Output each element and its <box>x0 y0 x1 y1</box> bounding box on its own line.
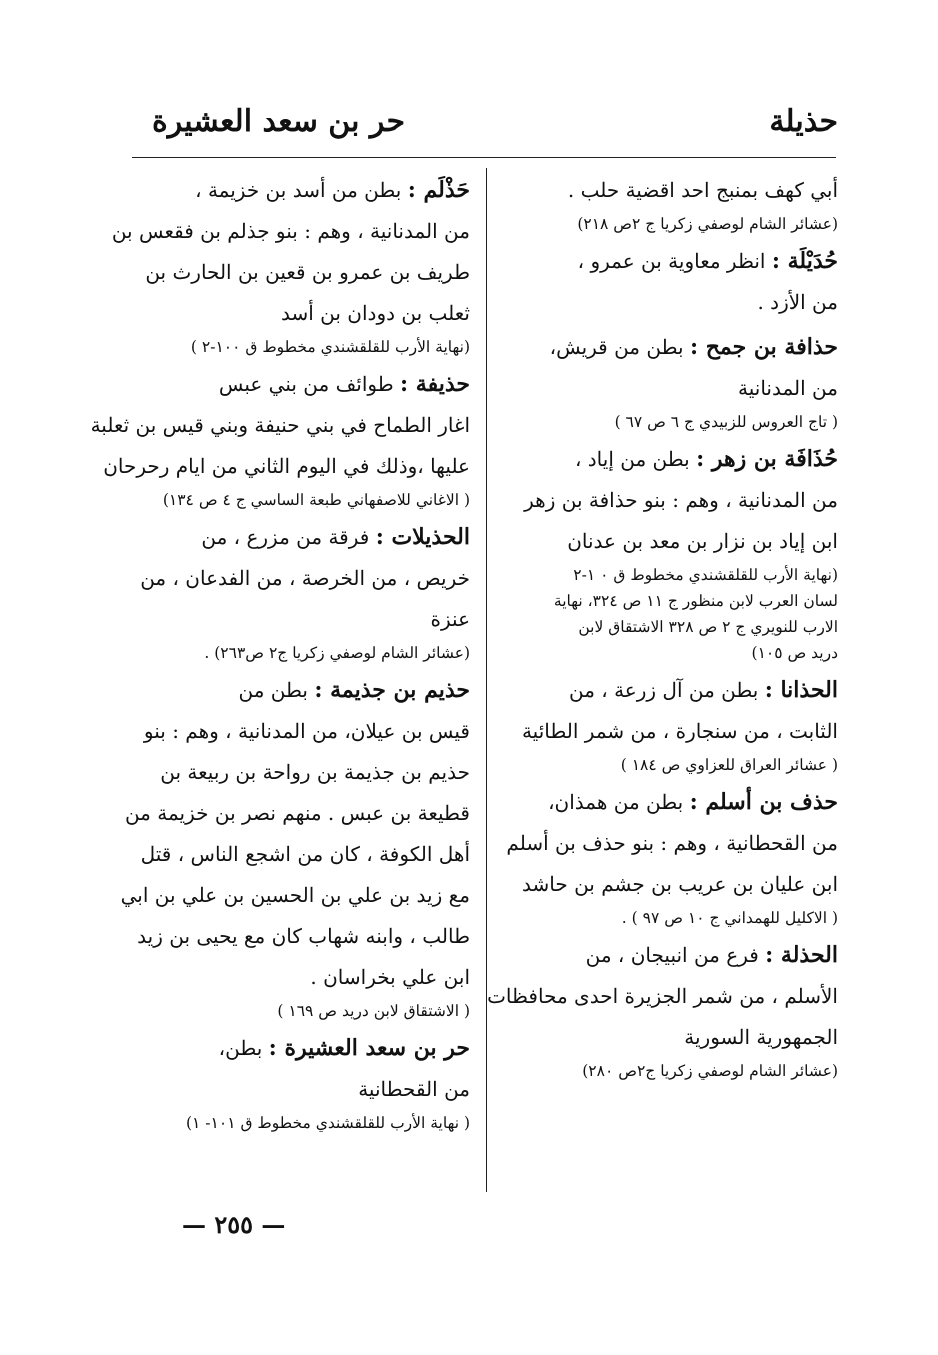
entry-line <box>130 834 470 875</box>
dictionary-entry <box>130 517 470 666</box>
entry-headword: حذف بن أسلم : <box>689 789 838 815</box>
entry-headword: الحذيلات : <box>375 524 470 550</box>
entry-text: الثابت ، من سنجارة ، من شمر الطائية <box>521 719 838 743</box>
dictionary-entry <box>120 670 470 1024</box>
source-citation: (نهاية الأرب للقلقشندي مخطوط ق ١٠٠-٢ ) <box>190 338 470 356</box>
entry-line <box>498 327 838 368</box>
entry-text: طريف بن عمرو بن قعين بن الحارث بن <box>145 260 470 284</box>
entry-line <box>111 211 470 252</box>
entry-text: اغار الطماح في بني حنيفة وبني قيس بن ثعلبة <box>90 413 470 437</box>
entry-text: خريص ، من الخرصة ، من الفدعان ، من <box>140 566 470 590</box>
entry-text: أبي كهف بمنبج احد اقضية حلب . <box>567 178 838 202</box>
entry-line <box>130 670 470 711</box>
entry-text: قيس بن عيلان، من المدنانية ، وهم : بنو <box>143 719 470 743</box>
entry-line <box>498 282 838 323</box>
entry-line <box>498 439 838 480</box>
source-citation: الارب للنويري ج ٢ ص ٣٢٨ الاشتقاق لابن <box>578 618 838 636</box>
entry-headword: حَذْلَم : <box>407 177 470 203</box>
entry-text: عنزة <box>430 607 470 631</box>
entry-line <box>124 793 470 834</box>
entry-line <box>498 670 838 711</box>
entry-headword: حذيم بن جذيمة : <box>314 677 470 703</box>
dictionary-entry <box>487 935 838 1084</box>
entry-line <box>130 364 470 405</box>
dictionary-entry <box>498 439 838 666</box>
entry-line <box>498 480 838 521</box>
entry-text: من المدنانية <box>738 376 838 400</box>
entry-line <box>130 1028 470 1069</box>
entry-line <box>498 170 838 211</box>
entry-line <box>130 170 470 211</box>
entry-headword: حذافة بن جمح : <box>689 334 838 360</box>
entry-line <box>130 711 470 752</box>
entry-line <box>498 368 838 409</box>
entry-text: بطن من قريش، <box>549 335 684 359</box>
entry-text: الأسلم ، من شمر الجزيرة احدى محافظات <box>487 984 838 1008</box>
entry-text: من المدنانية ، وهم : بنو حذافة بن زهر <box>524 488 838 512</box>
entry-line <box>120 875 470 916</box>
entry-text: بطن، <box>218 1036 263 1060</box>
dictionary-entry <box>498 241 838 323</box>
entry-line <box>130 957 470 998</box>
entry-line <box>498 864 838 905</box>
entry-line <box>498 823 838 864</box>
entry-line <box>130 752 470 793</box>
entry-text: طوائف من بني عبس <box>218 372 394 396</box>
entry-text: أهل الكوفة ، كان من اشجع الناس ، قتل <box>140 842 470 866</box>
dictionary-entry <box>130 1028 470 1136</box>
source-citation: ( عشائر العراق للعزاوي ص ١٨٤ ) <box>620 756 838 774</box>
entry-headword: الحذانا : <box>764 677 838 703</box>
entry-text: من الأزد . <box>757 290 838 314</box>
left-column <box>90 170 470 1140</box>
entry-text: مع زيد بن علي بن الحسين بن علي بن ابي <box>120 883 470 907</box>
dictionary-entry <box>498 170 838 237</box>
entry-text: ابن إياد بن نزار بن معد بن عدنان <box>567 529 838 553</box>
entry-text: بطن من <box>238 678 308 702</box>
entry-text: ابن علي بخراسان . <box>310 965 470 989</box>
dictionary-entry <box>498 670 838 778</box>
dictionary-entry <box>498 327 838 435</box>
entry-line <box>130 517 470 558</box>
entry-headword: حذيفة : <box>400 371 470 397</box>
entry-text: من المدنانية ، وهم : بنو جذلم بن فقعس بن <box>111 219 470 243</box>
entry-text: ثعلب بن دودان بن أسد <box>280 301 470 325</box>
entry-line <box>487 976 838 1017</box>
column-divider <box>486 168 487 1192</box>
entry-line <box>103 446 470 487</box>
entry-headword: حُذَافَة بن زهر : <box>696 446 838 472</box>
source-citation: (عشائر الشام لوصفي زكريا ج٢ص ٢٨٠) <box>582 1062 838 1080</box>
entry-text: عليها ،وذلك في اليوم الثاني من ايام رحرحان <box>103 454 470 478</box>
entry-text: قطيعة بن عبس . منهم نصر بن خزيمة من <box>124 801 470 825</box>
entry-line <box>498 521 838 562</box>
source-citation: (عشائر الشام لوصفي زكريا ج ٢ص ٢١٨) <box>577 215 838 233</box>
header-rule <box>132 157 836 158</box>
dictionary-entry <box>90 364 470 513</box>
source-citation: ( الاكليل للهمداني ج ١٠ ص ٩٧ ) . <box>621 909 838 927</box>
entry-line <box>498 1017 838 1058</box>
entry-text: فرقة من مزرع ، من <box>201 525 370 549</box>
entry-text: من القحطانية <box>358 1077 470 1101</box>
entry-text: حذيم بن جذيمة بن رواحة بن ربيعة بن <box>160 760 470 784</box>
entry-line <box>130 252 470 293</box>
entry-headword: حر بن سعد العشيرة : <box>268 1035 470 1061</box>
entry-line <box>90 405 470 446</box>
dictionary-entry <box>498 782 838 931</box>
entry-headword: الحذلة : <box>765 942 838 968</box>
entry-line <box>130 558 470 599</box>
right-column <box>487 170 838 1088</box>
entry-text: بطن من أسد بن خزيمة ، <box>195 178 402 202</box>
entry-text: طالب ، وابنه شهاب كان مع يحيى بن زيد <box>137 924 470 948</box>
entry-line <box>130 293 470 334</box>
entry-text: بطن من إياد ، <box>574 447 690 471</box>
entry-headword: حُدَيْلَة : <box>771 248 838 274</box>
source-citation: ( الاغاني للاصفهاني طبعة الساسي ج ٤ ص ١٣٤) <box>162 491 470 509</box>
source-citation: (عشائر الشام لوصفي زكريا ج٢ ص٢٦٣) . <box>204 644 470 662</box>
source-citation: (نهاية الأرب للقلقشندي مخطوط ق ٠ ١-٢ <box>573 566 838 584</box>
entry-text: الجمهورية السورية <box>684 1025 838 1049</box>
entry-line <box>498 711 838 752</box>
entry-line <box>130 599 470 640</box>
entry-line <box>498 241 838 282</box>
running-header-right: حذيلة <box>769 104 838 139</box>
page-number: — ٢٥٥ — <box>182 1210 286 1239</box>
entry-text: انظر معاوية بن عمرو ، <box>577 249 766 273</box>
source-citation: ( تاج العروس للزبيدي ج ٦ ص ٦٧ ) <box>614 413 838 431</box>
entry-line <box>130 916 470 957</box>
entry-text: بطن من همذان، <box>548 790 684 814</box>
running-header-left: حر بن سعد العشيرة <box>152 104 406 139</box>
source-citation: ( نهاية الأرب للقلقشندي مخطوط ق ١٠١- ١) <box>185 1114 470 1132</box>
entry-text: من القحطانية ، وهم : بنو حذف بن أسلم <box>506 831 838 855</box>
entry-text: فرع من انبيجان ، من <box>585 943 759 967</box>
entry-text: بطن من آل زرعة ، من <box>568 678 759 702</box>
entry-line <box>130 1069 470 1110</box>
source-citation: دريد ص ١٠٥) <box>751 644 838 662</box>
entry-line <box>498 782 838 823</box>
entry-text: ابن عليان بن عريب بن جشم بن حاشد <box>522 872 838 896</box>
dictionary-entry <box>111 170 470 360</box>
source-citation: ( الاشتقاق لابن دريد ص ١٦٩ ) <box>277 1002 470 1020</box>
entry-line <box>498 935 838 976</box>
source-citation: لسان العرب لابن منظور ج ١١ ص ٣٢٤، نهاية <box>553 592 838 610</box>
